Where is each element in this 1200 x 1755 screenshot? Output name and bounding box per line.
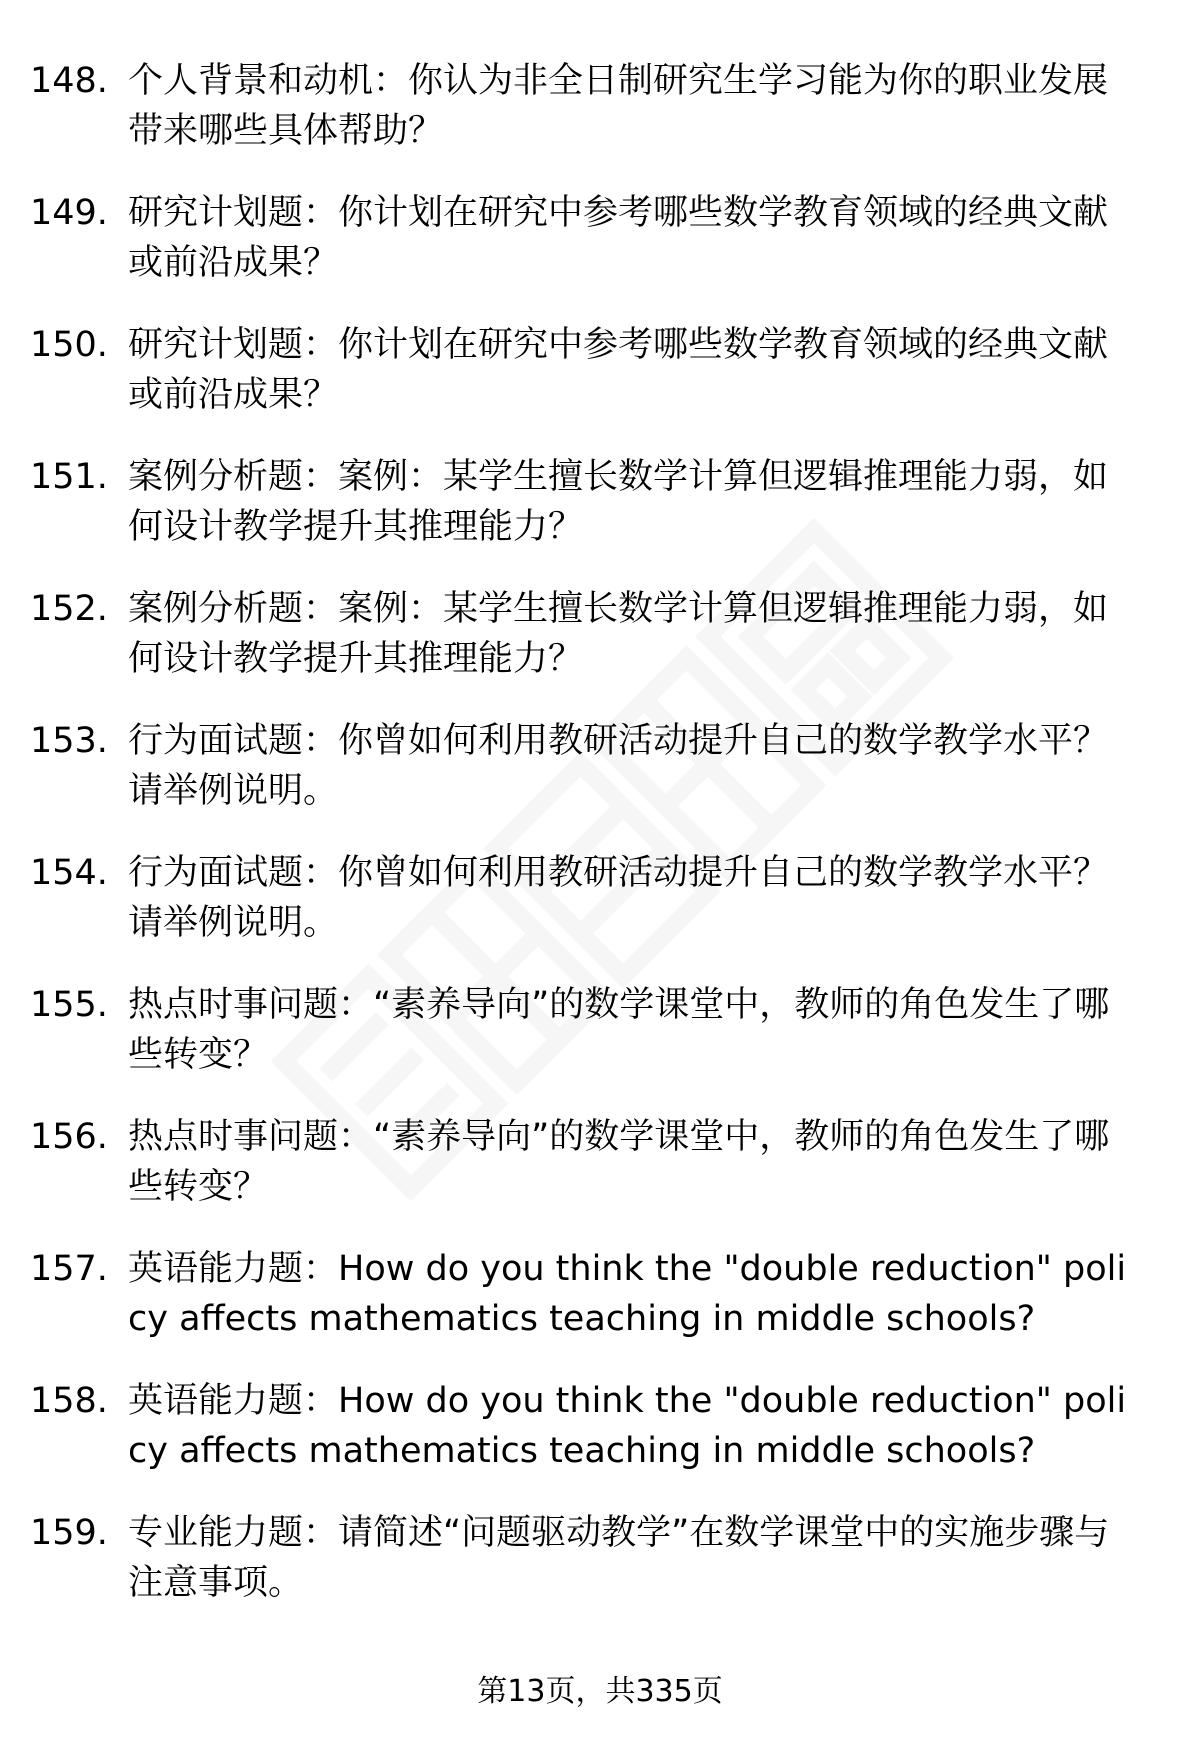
question-text: 英语能力题：How do you think the "double reduction" policy affects mathematics teaching in middle schools? xyxy=(128,1249,1127,1339)
question-number: 156. xyxy=(30,1117,108,1157)
question-number: 152. xyxy=(30,589,108,629)
question-item xyxy=(30,452,1150,584)
question-item xyxy=(30,1244,1150,1376)
question-text: 研究计划题：你计划在研究中参考哪些数学教育领域的经典文献或前沿成果？ xyxy=(128,325,1109,415)
question-text: 行为面试题：你曾如何利用教研活动提升自己的数学教学水平？请举例说明。 xyxy=(128,853,1109,943)
question-number: 153. xyxy=(30,721,108,761)
question-item xyxy=(30,188,1150,320)
question-item xyxy=(30,980,1150,1112)
question-item xyxy=(30,56,1150,188)
question-text: 案例分析题：案例：某学生擅长数学计算但逻辑推理能力弱，如何设计教学提升其推理能力？ xyxy=(128,457,1109,547)
question-item xyxy=(30,1112,1150,1244)
question-number: 158. xyxy=(30,1381,108,1421)
question-item xyxy=(30,584,1150,716)
question-item xyxy=(30,1376,1150,1508)
question-text: 研究计划题：你计划在研究中参考哪些数学教育领域的经典文献或前沿成果？ xyxy=(128,193,1109,283)
question-number: 154. xyxy=(30,853,108,893)
question-number: 157. xyxy=(30,1249,108,1289)
question-item xyxy=(30,848,1150,980)
question-text: 英语能力题：How do you think the "double reduction" policy affects mathematics teaching in middle schools? xyxy=(128,1381,1127,1471)
question-number: 151. xyxy=(30,457,108,497)
question-item xyxy=(30,320,1150,452)
question-text: 热点时事问题：“素养导向”的数学课堂中，教师的角色发生了哪些转变？ xyxy=(128,1117,1110,1207)
question-item xyxy=(30,1508,1150,1640)
question-number: 159. xyxy=(30,1513,108,1553)
question-number: 148. xyxy=(30,61,108,101)
question-text: 热点时事问题：“素养导向”的数学课堂中，教师的角色发生了哪些转变？ xyxy=(128,985,1110,1075)
page-footer: 第13页，共335页 xyxy=(477,1674,723,1709)
question-item xyxy=(30,716,1150,848)
question-text: 案例分析题：案例：某学生擅长数学计算但逻辑推理能力弱，如何设计教学提升其推理能力？ xyxy=(128,589,1109,679)
question-list xyxy=(30,56,1150,1640)
question-text: 专业能力题：请简述“问题驱动教学”在数学课堂中的实施步骤与注意事项。 xyxy=(128,1513,1110,1603)
question-text: 个人背景和动机：你认为非全日制研究生学习能为你的职业发展带来哪些具体帮助？ xyxy=(128,61,1109,151)
question-number: 150. xyxy=(30,325,108,365)
question-text: 行为面试题：你曾如何利用教研活动提升自己的数学教学水平？请举例说明。 xyxy=(128,721,1109,811)
question-number: 155. xyxy=(30,985,108,1025)
question-number: 149. xyxy=(30,193,108,233)
